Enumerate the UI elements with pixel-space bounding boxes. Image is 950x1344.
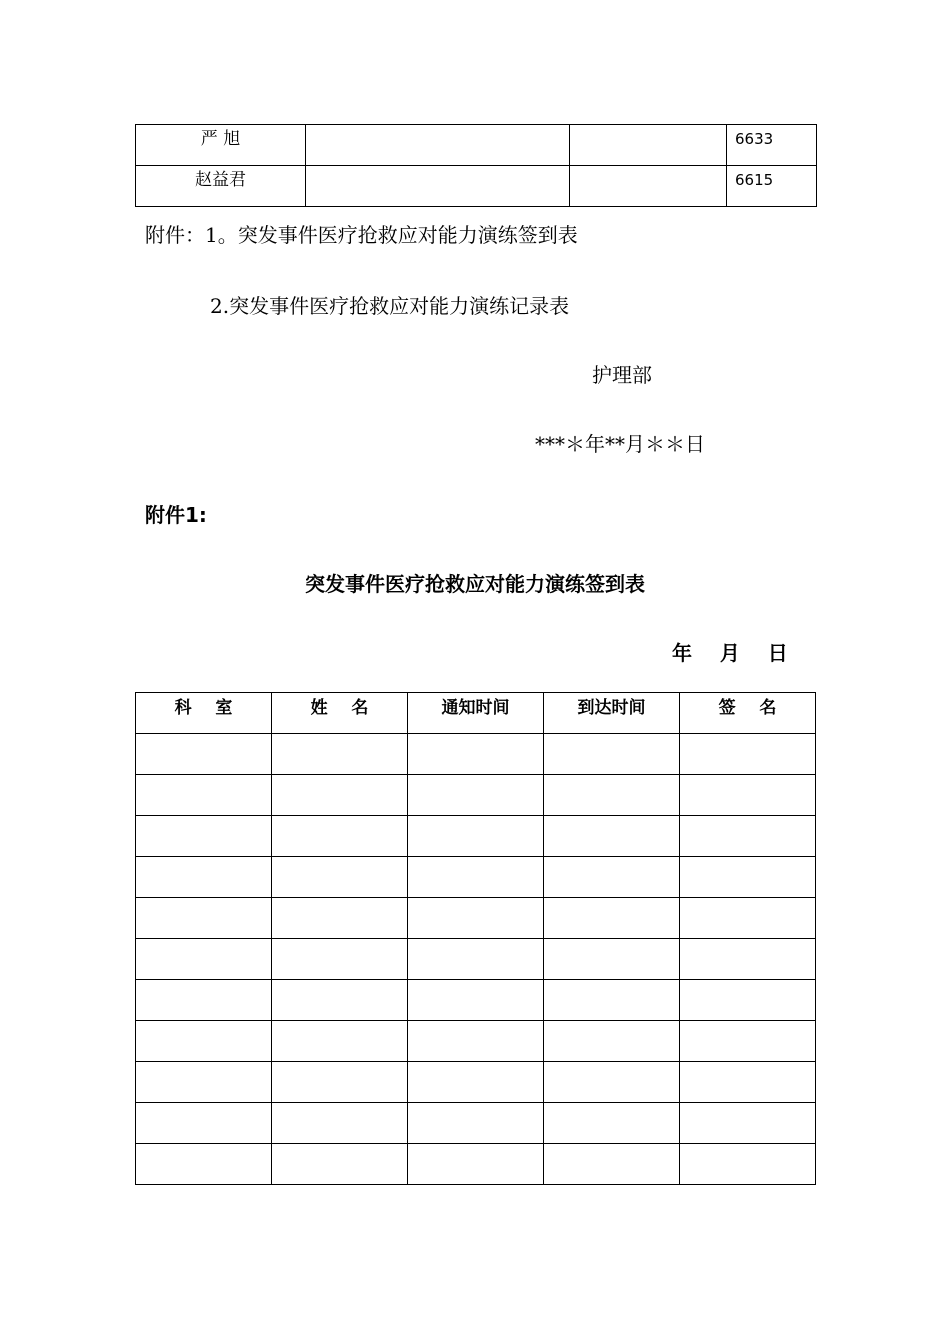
signin-cell [408,775,544,816]
signin-cell [680,980,816,1021]
signin-cell [272,980,408,1021]
signin-cell [136,816,272,857]
signin-cell [136,1062,272,1103]
signature-date: ***＊年**月＊＊日 [535,432,705,456]
signin-cell [272,1062,408,1103]
signin-cell [408,1103,544,1144]
appendix-date-line: 年 月 日 [672,641,788,665]
signin-cell [408,939,544,980]
signin-cell [544,939,680,980]
signin-cell [680,1062,816,1103]
table-row [136,1021,816,1062]
signin-cell [408,816,544,857]
signin-cell [136,939,272,980]
signin-cell [272,939,408,980]
table-row [136,1062,816,1103]
signin-cell [408,1021,544,1062]
signin-cell [544,816,680,857]
signin-cell [544,1021,680,1062]
column-header-department: 科 室 [136,693,272,734]
signin-cell [136,898,272,939]
table-row [136,939,816,980]
signin-cell [136,1021,272,1062]
signin-cell [272,734,408,775]
signin-cell [408,1144,544,1185]
signin-cell [272,816,408,857]
contact-extension: 6633 [727,125,817,166]
signin-cell [680,939,816,980]
contact-extension: 6615 [727,166,817,207]
table-row [136,857,816,898]
signin-cell [136,1144,272,1185]
signin-cell [136,734,272,775]
signin-table [135,692,816,1185]
signin-cell [680,734,816,775]
signin-cell [680,775,816,816]
table-row [136,980,816,1021]
signin-cell [680,898,816,939]
table-row [136,734,816,775]
signin-cell [544,1103,680,1144]
signin-cell [272,1021,408,1062]
signin-cell [544,1062,680,1103]
contact-name: 赵益君 [136,166,306,207]
signin-cell [680,857,816,898]
column-header-notify-time: 通知时间 [408,693,544,734]
table-header-row [136,693,816,734]
attachment-line-1: 附件：1。突发事件医疗抢救应对能力演练签到表 [145,223,578,247]
signin-cell [408,857,544,898]
column-header-name: 姓 名 [272,693,408,734]
column-header-signature: 签 名 [680,693,816,734]
table-row [136,166,817,207]
signin-cell [136,980,272,1021]
contact-cell [306,125,570,166]
appendix-label: 附件1: [145,503,207,527]
signin-cell [680,1144,816,1185]
contact-cell [306,166,570,207]
signin-cell [544,775,680,816]
signin-cell [544,1144,680,1185]
signin-cell [408,898,544,939]
signin-cell [680,1103,816,1144]
signin-cell [544,980,680,1021]
table-row [136,125,817,166]
signin-cell [680,1021,816,1062]
signin-cell [544,734,680,775]
contact-cell [570,125,727,166]
signin-cell [272,775,408,816]
signin-cell [544,857,680,898]
signin-cell [272,1144,408,1185]
signin-cell [136,857,272,898]
column-header-arrival-time: 到达时间 [544,693,680,734]
table-row [136,816,816,857]
table-row [136,775,816,816]
attachment-line-2: 2.突发事件医疗抢救应对能力演练记录表 [210,294,570,318]
signin-cell [272,857,408,898]
signin-cell [136,1103,272,1144]
table-row [136,1144,816,1185]
signin-cell [408,734,544,775]
signin-table-body [136,734,816,1185]
contact-cell [570,166,727,207]
signin-cell [680,816,816,857]
table-row [136,1103,816,1144]
signin-cell [408,980,544,1021]
signin-cell [136,775,272,816]
appendix-title: 突发事件医疗抢救应对能力演练签到表 [305,572,645,596]
signin-cell [408,1062,544,1103]
contact-name: 严 旭 [136,125,306,166]
signin-cell [544,898,680,939]
signin-cell [272,898,408,939]
contact-table [135,124,817,207]
signin-cell [272,1103,408,1144]
table-row [136,898,816,939]
signature-department: 护理部 [592,363,652,387]
